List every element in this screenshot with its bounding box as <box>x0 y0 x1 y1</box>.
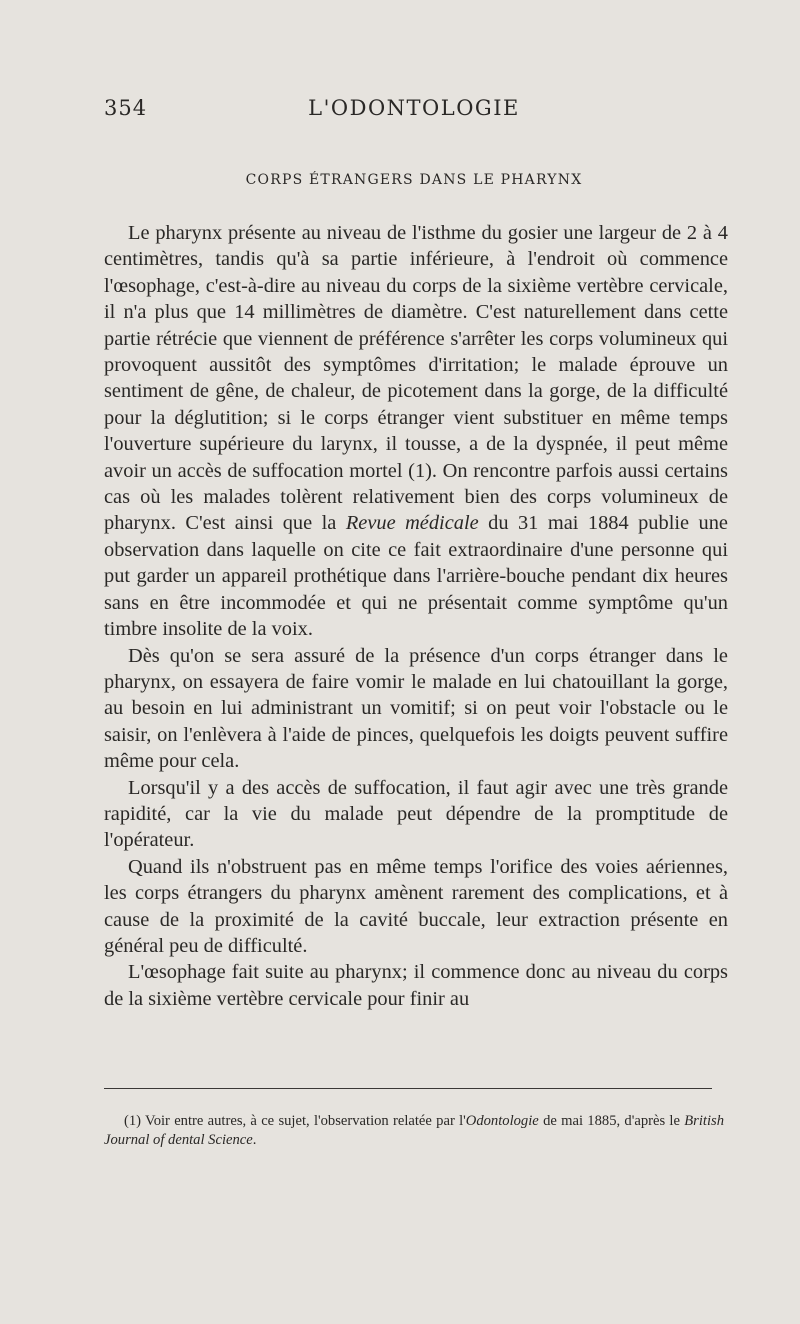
paragraph-text: Le pharynx présente au niveau de l'isthme du gosier une largeur de 2 à 4 centimètres, tandis qu'à sa partie inférieure, à l'endroit où commence l'œsophage, c'est-à-dire au niveau du corps de la sixième vertèbre cervicale, il n'a plus que 14 millimètres de diamètre. C'est naturellement dans cette partie rétrécie que viennent de préférence s'arrêter les corps volumineux qui provoquent aussitôt des symptômes d'irritation; le malade éprouve un sentiment de gêne, de chaleur, de picotement dans la gorge, de la difficulté pour la déglutition; si le corps étranger vient substituer en même temps l'ouverture supérieure du larynx, il tousse, a de la dyspnée, il peut même avoir un accès de suffocation mortel (1). On rencontre parfois aussi certains cas où les malades tolèrent relativement bien des corps volumineux de pharynx. C'est ainsi que la <box>104 222 728 535</box>
footnote-journal: Odontologie <box>465 1113 539 1129</box>
paragraph: Quand ils n'obstruent pas en même temps l'orifice des voies aériennes, les corps étrangers du pharynx amènent rarement des complications, et à cause de la proximité de la cavité buccale, leur extraction présente en général peu de difficulté. <box>104 855 728 957</box>
paragraph-text: du 31 mai 1884 publie une observation dans laquelle on cite ce fait extraordinaire d'une personne qui put garder un appareil prothétique dans l'arrière-bouche pendant dix heures sans en être incommodée et qui ne présentait comme symptôme qu'un timbre insolite de la voix. <box>104 512 728 641</box>
running-head <box>104 96 724 126</box>
footnote <box>104 1112 724 1150</box>
footnote-text: (1) Voir entre autres, à ce sujet, l'observation relatée par l' <box>124 1113 466 1129</box>
footnote-journal: British Journal of dental Science <box>104 1113 724 1148</box>
paragraph: Lorsqu'il y a des accès de suffocation, il faut agir avec une très grande rapidité, car la vie du malade peut dépendre de la promptitude de l'opérateur. <box>104 776 728 852</box>
footnote-text: . <box>252 1132 257 1148</box>
paragraph <box>104 220 728 643</box>
body-text <box>104 220 728 1012</box>
page-number: 354 <box>104 96 148 120</box>
journal-title: L'ODONTOLOGIE <box>308 96 520 120</box>
section-title: CORPS ÉTRANGERS DANS LE PHARYNX <box>245 172 583 188</box>
paragraph: Dès qu'on se sera assuré de la présence d'un corps étranger dans le pharynx, on essayera de faire vomir le malade en lui chatouillant la gorge, au besoin en lui administrant un vomitif; si on peut voir l'obstacle ou le saisir, on l'enlèvera à l'aide de pinces, quelquefois les doigts peuvent suffire même pour cela. <box>104 644 728 773</box>
footnote-divider <box>104 1088 712 1089</box>
paragraph: L'œsophage fait suite au pharynx; il commence donc au niveau du corps de la sixième vertèbre cervicale pour finir au <box>104 961 728 1010</box>
journal-reference: Revue médicale <box>345 512 479 535</box>
footnote-text: de mai 1885, d'après le <box>543 1113 680 1129</box>
